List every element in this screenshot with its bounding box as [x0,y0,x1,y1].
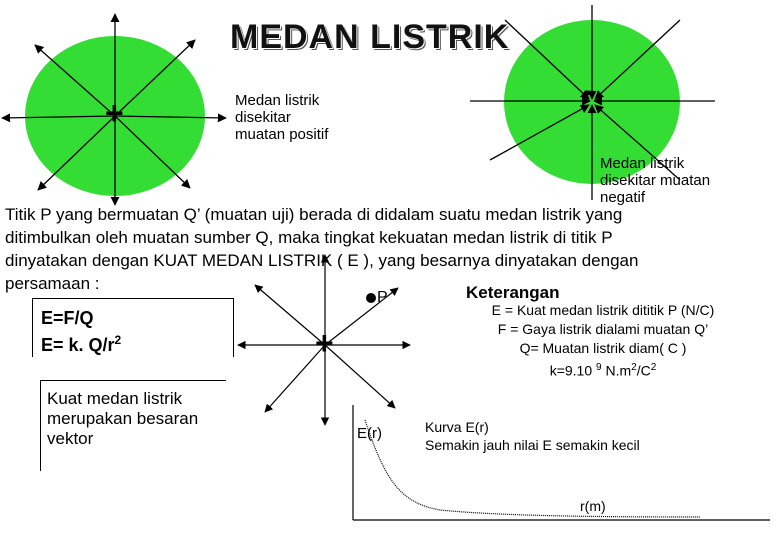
label-line: negatif [600,189,646,206]
positive-charge-sign: + [105,95,124,131]
keterangan-list [474,301,732,381]
body-line: dinyatakan dengan KUAT MEDAN LISTRIK ( E ), yang besarnya dinyatakan dengan [5,251,639,270]
label-line: disekitar [235,109,291,126]
label-line: Medan listrik [235,92,320,109]
k-text: /C [636,362,651,379]
body-line: Titik P yang bermuatan Q’ (muatan uji) berada di didalam suatu medan listrik yang [5,205,623,224]
curve-y-label: E(r) [357,425,382,442]
curve-notes [425,418,640,454]
source-charge-sign: + [315,325,334,361]
point-p-label: P [377,289,388,306]
label-line: muatan positif [235,126,329,143]
label-line: disekitar muatan [600,172,711,189]
label-line: Medan listrik [600,155,685,172]
formula-e-kqr2 [41,329,233,356]
body-line: persamaan : [5,274,100,293]
keterangan-line: F = Gaya listrik dialami muatan Q’ [497,321,709,337]
vector-note-box [40,380,226,471]
negative-charge-sign: - [583,69,595,110]
formula-text: E= k. Q/r [41,335,115,355]
negative-field-label [600,155,710,206]
k-exponent: 9 [596,362,602,373]
formula-box [32,298,234,357]
k-exponent: 2 [650,362,657,373]
field-arrow [325,345,395,408]
vector-note [47,389,226,449]
keterangan-line: Q= Muatan listrik diam( C ) [519,340,687,356]
page-title: MEDAN LISTRIK [230,18,510,56]
curve-note-line: Kurva E(r) [425,419,489,435]
keterangan-line: E = Kuat medan listrik dititik P (N/C) [491,302,715,318]
formula-exponent: 2 [114,333,122,347]
formula-e-f-q: E=F/Q [41,308,94,328]
vector-note-line: Kuat medan listrik [47,389,183,408]
k-text: k=9.10 [549,362,597,379]
k-text: N.m [601,362,632,379]
keterangan-k-line [474,358,732,381]
curve-note-line: Semakin jauh nilai E semakin kecil [425,437,640,453]
keterangan-title: Keterangan [466,283,560,302]
body-line: ditimbulkan oleh muatan sumber Q, maka tingkat kekuatan medan listrik di titik P [5,228,613,247]
vector-note-line: merupakan besaran [47,409,199,428]
body-paragraph [5,203,725,295]
k-exponent: 2 [631,362,637,373]
curve-x-label: r(m) [580,498,606,514]
positive-field-label [235,92,328,143]
vector-note-line: vektor [47,429,94,448]
